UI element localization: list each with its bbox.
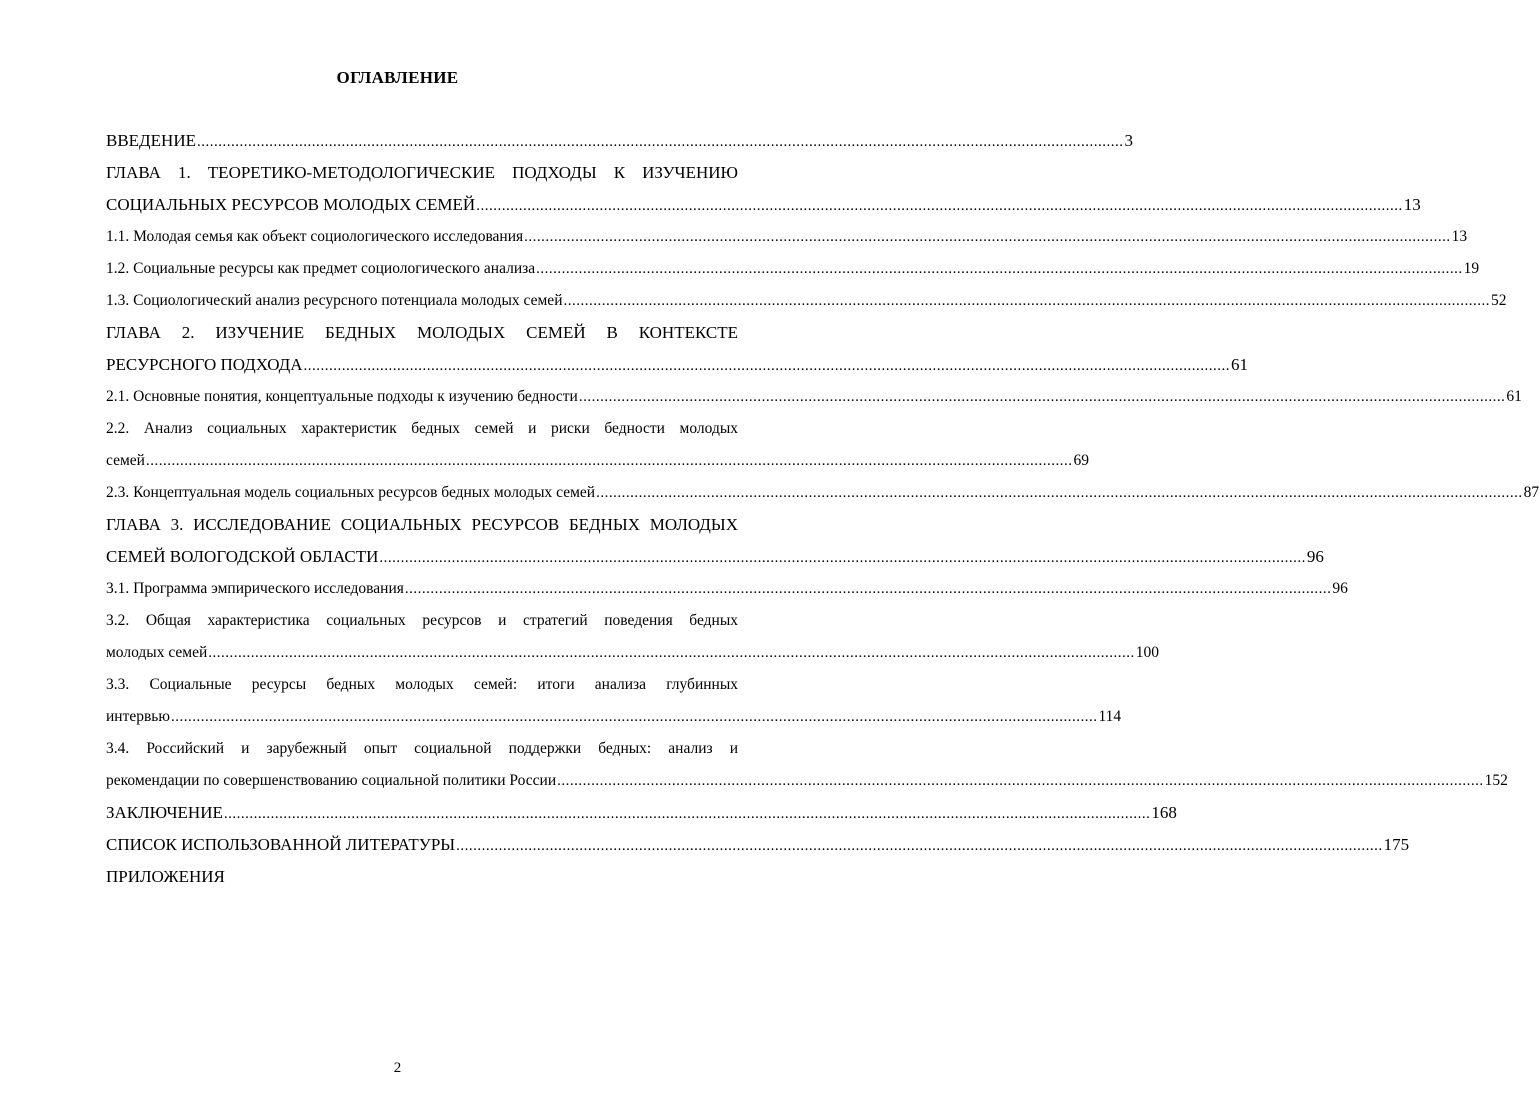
toc-entry-text: 1.2. Социальные ресурсы как предмет социологического анализа: [106, 260, 536, 277]
toc-entry-section-1-2: [106, 253, 1480, 285]
dot-leader: [524, 221, 1451, 253]
toc-entry-section-3-2: [106, 637, 1159, 669]
toc-entry-text: интервью: [106, 708, 170, 725]
toc-entry-chapter-3: [106, 541, 1324, 573]
toc-entry-chapter-2-heading: ГЛАВА 2. ИЗУЧЕНИЕ БЕДНЫХ МОЛОДЫХ СЕМЕЙ В КОНТЕКСТЕ: [106, 323, 738, 342]
toc-entry-references: [106, 829, 1410, 861]
dot-leader: [146, 445, 1073, 477]
toc-entry-text: ВВЕДЕНИЕ: [106, 131, 196, 150]
toc-entry-section-1-3: [106, 285, 1507, 317]
toc-entry-text: семей: [106, 452, 145, 469]
page-title: ОГЛАВЛЕНИЕ: [336, 68, 459, 87]
dot-leader: [564, 285, 1491, 317]
toc-entry-section-3-3: [106, 701, 1122, 733]
table-of-contents: [106, 125, 1539, 893]
toc-entry-chapter-1: [106, 189, 1421, 221]
toc-entry-section-3-2-heading: 3.2. Общая характеристика социальных ресурсов и стратегий поведения бедных: [106, 612, 738, 629]
toc-entry-page: 69: [1073, 452, 1089, 469]
toc-entry-text: 1.3. Социологический анализ ресурсного потенциала молодых семей: [106, 292, 563, 309]
toc-entry-section-2-3: [106, 477, 1539, 509]
toc-entry-page: 87: [1523, 484, 1539, 501]
toc-entry-page: 61: [1231, 355, 1248, 374]
toc-entry-page: 52: [1491, 292, 1507, 309]
toc-entry-page: 3: [1124, 131, 1133, 150]
dot-leader: [171, 701, 1098, 733]
toc-entry-section-3-4-heading: 3.4. Российский и зарубежный опыт социальной поддержки бедных: анализ и: [106, 740, 738, 757]
toc-entry-page: 61: [1506, 388, 1522, 405]
toc-entry-section-1-1: [106, 221, 1468, 253]
dot-leader: [405, 573, 1332, 605]
dot-leader: [557, 765, 1484, 797]
dot-leader: [456, 830, 1383, 862]
dot-leader: [476, 190, 1403, 222]
toc-entry-section-2-1: [106, 381, 1522, 413]
toc-entry-text: молодых семей: [106, 644, 208, 661]
toc-entry-text: 1.1. Молодая семья как объект социологического исследования: [106, 228, 524, 245]
toc-entry-page: 96: [1332, 580, 1348, 597]
toc-entry-page: 100: [1135, 644, 1159, 661]
toc-entry-text: СОЦИАЛЬНЫХ РЕСУРСОВ МОЛОДЫХ СЕМЕЙ: [106, 195, 476, 214]
toc-entry-intro: [106, 125, 1133, 157]
toc-entry-text: СЕМЕЙ ВОЛОГОДСКОЙ ОБЛАСТИ: [106, 547, 379, 566]
toc-entry-section-3-4: [106, 765, 1508, 797]
toc-entry-chapter-2: [106, 349, 1248, 381]
toc-entry-page: 168: [1151, 803, 1177, 822]
page-number: 2: [393, 1060, 402, 1076]
dot-leader: [197, 126, 1124, 158]
toc-entry-section-3-1: [106, 573, 1348, 605]
dot-leader: [596, 477, 1523, 509]
dot-leader: [379, 542, 1306, 574]
dot-leader: [304, 350, 1231, 382]
toc-entry-text: СПИСОК ИСПОЛЬЗОВАННОЙ ЛИТЕРАТУРЫ: [106, 835, 456, 854]
toc-entry-page: 114: [1098, 708, 1122, 725]
toc-entry-page: 175: [1383, 835, 1410, 854]
toc-entry-chapter-1-heading: ГЛАВА 1. ТЕОРЕТИКО-МЕТОДОЛОГИЧЕСКИЕ ПОДХОДЫ К ИЗУЧЕНИЮ: [106, 163, 738, 182]
dot-leader: [208, 637, 1135, 669]
toc-entry-text: рекомендации по совершенствованию социальной политики России: [106, 772, 557, 789]
toc-entry-section-2-2: [106, 445, 1089, 477]
toc-entry-section-3-3-heading: 3.3. Социальные ресурсы бедных молодых семей: итоги анализа глубинных: [106, 676, 738, 693]
toc-entry-text: 3.1. Программа эмпирического исследования: [106, 580, 404, 597]
toc-entry-chapter-3-heading: ГЛАВА 3. ИССЛЕДОВАНИЕ СОЦИАЛЬНЫХ РЕСУРСОВ БЕДНЫХ МОЛОДЫХ: [106, 515, 738, 534]
toc-entry-section-2-2-heading: 2.2. Анализ социальных характеристик бедных семей и риски бедности молодых: [106, 420, 738, 437]
toc-entry-text: РЕСУРСНОГО ПОДХОДА: [106, 355, 303, 374]
toc-entry-conclusion: [106, 797, 1177, 829]
toc-entry-page: 13: [1403, 195, 1421, 214]
toc-entry-page: 19: [1463, 260, 1480, 277]
toc-entry-text: ЗАКЛЮЧЕНИЕ: [106, 803, 223, 822]
dot-leader: [536, 253, 1463, 285]
toc-entry-text: 2.1. Основные понятия, концептуальные подходы к изучению бедности: [106, 388, 578, 405]
toc-entry-page: 96: [1306, 547, 1324, 566]
toc-entry-page: 13: [1451, 228, 1468, 245]
toc-entry-text: 2.3. Концептуальная модель социальных ресурсов бедных молодых семей: [106, 484, 596, 501]
toc-entry-page: 152: [1484, 772, 1508, 789]
toc-entry-appendix: ПРИЛОЖЕНИЯ: [106, 867, 225, 886]
dot-leader: [579, 381, 1506, 413]
dot-leader: [224, 798, 1151, 830]
